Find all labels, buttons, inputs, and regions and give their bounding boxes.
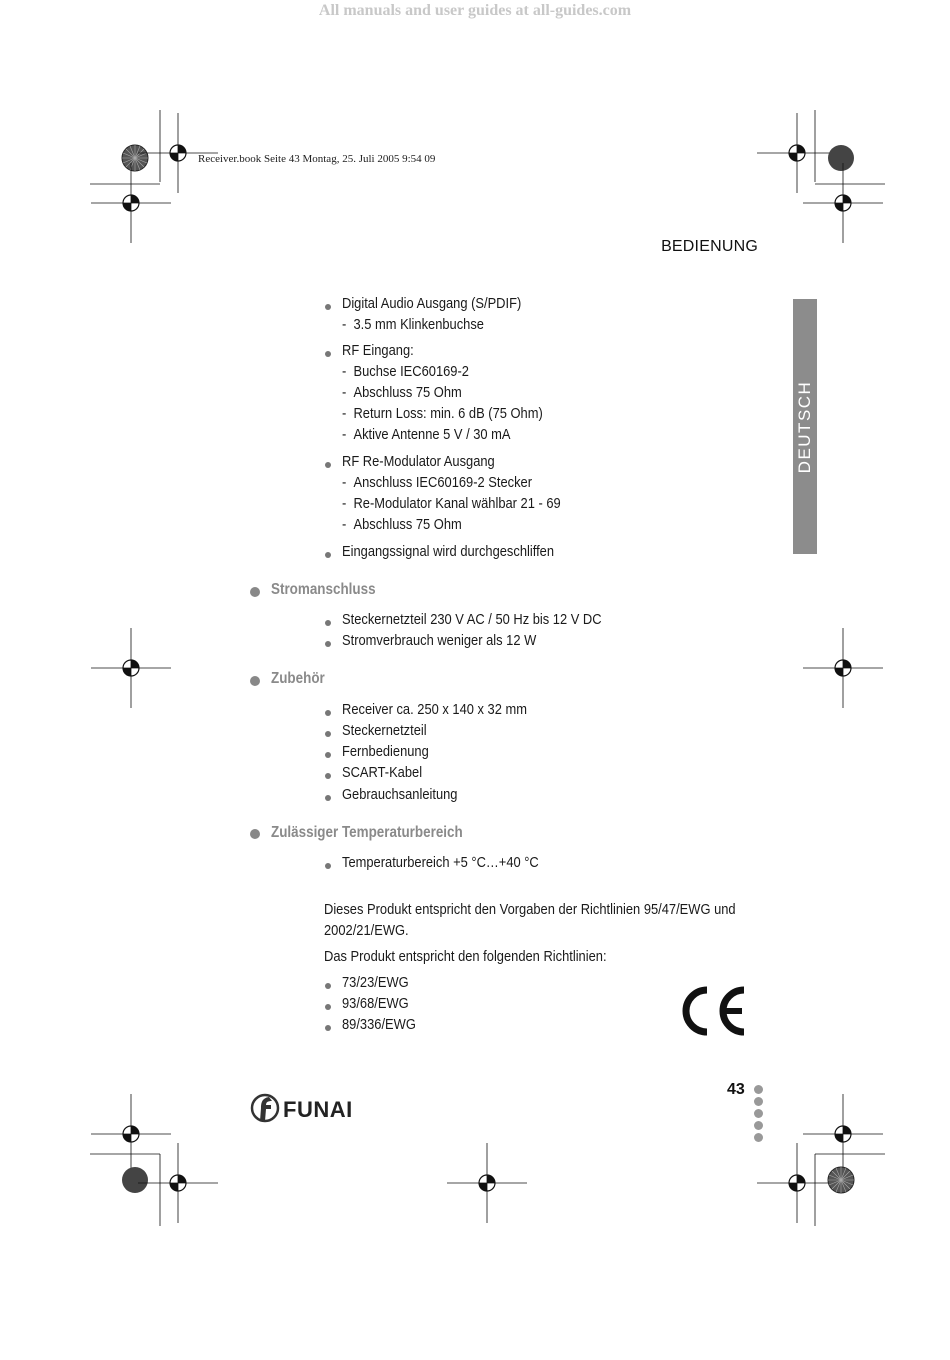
section-heading: Zubehör (271, 670, 325, 687)
section-title: BEDIENUNG (661, 238, 758, 255)
page-dot-icon (754, 1085, 763, 1094)
bullet-icon (325, 641, 331, 647)
page-dot-icon (754, 1133, 763, 1142)
ce-mark-icon (676, 986, 748, 1036)
page-dot-icon (754, 1121, 763, 1130)
heading-bullet-icon (250, 676, 260, 686)
sub-item: - Aktive Antenne 5 V / 30 mA (342, 426, 511, 443)
registration-mark-icon (91, 628, 171, 708)
bullet-icon (325, 731, 331, 737)
list-item: Eingangssignal wird durchgeschliffen (342, 543, 555, 560)
star-target-icon (828, 1167, 854, 1193)
sub-item: - Re-Modulator Kanal wählbar 21 - 69 (342, 495, 561, 512)
bullet-icon (325, 795, 331, 801)
heading-bullet-icon (250, 587, 260, 597)
sub-item: - Buchse IEC60169-2 (342, 363, 469, 380)
language-tab (793, 299, 817, 554)
registration-mark-icon (138, 1143, 218, 1223)
list-item: RF Eingang: (342, 342, 414, 359)
bullet-icon (325, 773, 331, 779)
solid-target-icon (122, 1167, 148, 1193)
bullet-icon (325, 983, 331, 989)
registration-mark-icon (91, 1094, 171, 1174)
bullet-icon (325, 752, 331, 758)
star-target-icon (122, 145, 148, 171)
sub-item: - Anschluss IEC60169-2 Stecker (342, 474, 533, 491)
section-heading: Zulässiger Temperaturbereich (271, 824, 463, 841)
funai-logo-icon (250, 1093, 280, 1123)
compliance-text: Das Produkt entspricht den folgenden Richtlinien: (324, 948, 607, 965)
list-item: Gebrauchsanleitung (342, 786, 458, 803)
sub-item: - Abschluss 75 Ohm (342, 384, 462, 401)
book-info-line: Receiver.book Seite 43 Montag, 25. Juli 2005 9:54 09 (198, 153, 436, 165)
sub-item: - 3.5 mm Klinkenbuchse (342, 316, 484, 333)
brand-name: FUNAI (283, 1097, 353, 1122)
directive-item: 73/23/EWG (342, 974, 409, 991)
registration-mark-icon (447, 1143, 527, 1223)
sub-item: - Return Loss: min. 6 dB (75 Ohm) (342, 405, 543, 422)
bullet-icon (325, 620, 331, 626)
directive-item: 93/68/EWG (342, 995, 409, 1012)
list-item: Stromverbrauch weniger als 12 W (342, 632, 537, 649)
bullet-icon (325, 1025, 331, 1031)
page-dots (754, 1085, 763, 1145)
list-item: Digital Audio Ausgang (S/PDIF) (342, 295, 522, 312)
page-number: 43 (727, 1081, 745, 1098)
watermark: All manuals and user guides at all-guides.com (318, 2, 632, 19)
registration-mark-icon (803, 628, 883, 708)
bullet-icon (325, 863, 331, 869)
list-item: Fernbedienung (342, 743, 429, 760)
directive-item: 89/336/EWG (342, 1016, 416, 1033)
bullet-icon (325, 351, 331, 357)
bullet-icon (325, 462, 331, 468)
heading-bullet-icon (250, 829, 260, 839)
list-item: Steckernetzteil (342, 722, 427, 739)
page-dot-icon (754, 1109, 763, 1118)
section-heading: Stromanschluss (271, 581, 376, 598)
registration-mark-icon (91, 163, 171, 243)
registration-mark-icon (757, 113, 837, 193)
list-item: Temperaturbereich +5 °C…+40 °C (342, 854, 539, 871)
registration-mark-icon (757, 1143, 837, 1223)
bullet-icon (325, 304, 331, 310)
bullet-icon (325, 1004, 331, 1010)
bullet-icon (325, 552, 331, 558)
list-item: SCART-Kabel (342, 764, 423, 781)
solid-target-icon (828, 145, 854, 171)
compliance-text: Dieses Produkt entspricht den Vorgaben der Richtlinien 95/47/EWG und (324, 901, 736, 918)
list-item: Receiver ca. 250 x 140 x 32 mm (342, 701, 527, 718)
page-dot-icon (754, 1097, 763, 1106)
language-tab-label: DEUTSCH (795, 380, 814, 473)
bullet-icon (325, 710, 331, 716)
sub-item: - Abschluss 75 Ohm (342, 516, 462, 533)
list-item: RF Re-Modulator Ausgang (342, 453, 495, 470)
list-item: Steckernetzteil 230 V AC / 50 Hz bis 12 V DC (342, 611, 602, 628)
compliance-text: 2002/21/EWG. (324, 922, 409, 939)
